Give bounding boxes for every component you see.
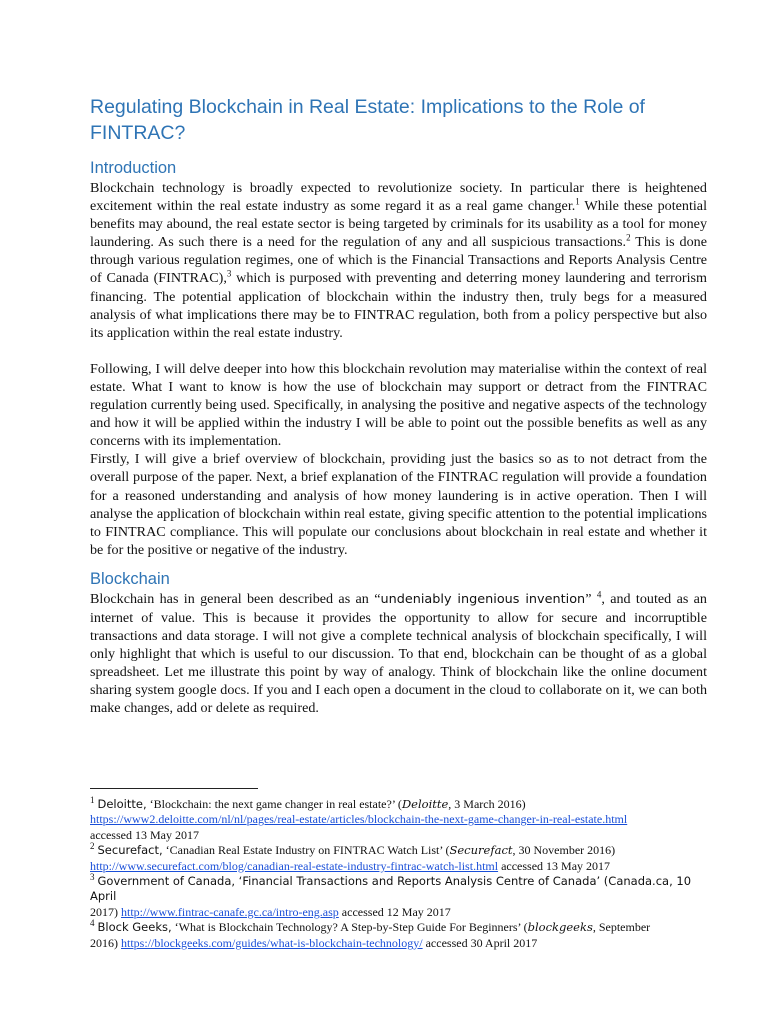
footnote-number: 3 <box>90 872 95 883</box>
footnote-author: Securefact, <box>97 843 163 858</box>
footnote-title: ‘Canadian Real Estate Industry on FINTRAC Watch List’ ( <box>162 843 450 858</box>
footnote-link[interactable]: http://www.securefact.com/blog/canadian-real-estate-industry-fintrac-watch-list.html <box>90 858 499 873</box>
footnote-title: ‘Blockchain: the next game changer in real estate?’ ( <box>146 797 402 811</box>
footnote-link[interactable]: https://blockgeeks.com/guides/what-is-blockchain-technology/ <box>121 935 423 950</box>
footnotes <box>90 788 707 951</box>
footnote-number: 1 <box>90 795 95 805</box>
footnote-author: Deloitte, <box>97 797 147 811</box>
footnote-title: ‘What is Blockchain Technology? A Step-by-Step Guide For Beginners’ ( <box>171 920 528 935</box>
text-run: , and touted as an internet of value. This is because it provides the opportunity to allow for secure and incorruptible transactions and data storage. I will not give a complete technical analysis of blockchain specifically, I will only highlight that which is useful to our discussion. To that end, blockchain can be thought of as a global spreadsheet. Let me illustrate this point by way of analogy. Think of blockchain like the online document sharing system google docs. If you and I each open a document in the cloud to collaborate on it, we can both make changes, add or delete as required. <box>90 590 707 717</box>
footnote-source: blockgeeks <box>527 920 593 935</box>
footnote-ref-3[interactable]: 3 <box>226 268 232 279</box>
footnote-ref-1[interactable]: 1 <box>575 196 580 207</box>
intro-paragraph-2: Following, I will delve deeper into how this blockchain revolution may materialise within the context of real estate. What I want to know is how the use of blockchain may support or detract from the FINTRAC regulation currently being used. Specifically, in analysing the positive and negative aspects of the technology and how it will be applied within the industry I will be able to point out the possible benefits as well as any concerns with its implementation. <box>90 360 707 450</box>
footnote-4 <box>90 920 707 951</box>
footnote-accessed: accessed 13 May 2017 <box>90 827 199 842</box>
text-run: which is purposed with preventing and deterring money laundering and terrorism financing. The potential application of blockchain within the industry then, truly begs for a measured analysis of what implications there may be to FINTRAC regulation, both from a policy perspective but also its application within the real estate industry. <box>90 270 707 341</box>
footnote-number: 2 <box>90 841 95 852</box>
footnote-date: , 30 November 2016) <box>512 843 616 858</box>
footnote-date: , 3 March 2016) <box>448 797 526 811</box>
footnote-link[interactable]: http://www.fintrac-canafe.gc.ca/intro-eng.asp <box>121 904 339 919</box>
document-title: Regulating Blockchain in Real Estate: Implications to the Role of FINTRAC? <box>90 96 645 144</box>
footnote-author: Block Geeks, <box>97 920 172 935</box>
footnote-date: 2017) <box>90 904 121 919</box>
footnote-1 <box>90 797 707 843</box>
blockchain-paragraph-1 <box>90 590 707 718</box>
text-run: ” <box>585 590 597 607</box>
section-heading-introduction: Introduction <box>90 159 177 177</box>
footnote-accessed: accessed 13 May 2017 <box>498 858 611 873</box>
footnote-2 <box>90 843 707 874</box>
footnote-source: Securefact <box>449 843 513 858</box>
footnote-ref-4[interactable]: 4 <box>596 589 602 600</box>
text-run: Blockchain has in general been described as an “ <box>90 590 381 607</box>
footnote-accessed: accessed 12 May 2017 <box>338 904 451 919</box>
quoted-phrase: undeniably ingenious invention <box>380 591 586 607</box>
footnote-source: Deloitte <box>401 797 449 811</box>
footnote-link[interactable]: https://www2.deloitte.com/nl/nl/pages/real-estate/articles/blockchain-the-next-game-changer-in-real-estate.html <box>90 812 628 827</box>
footnote-author: Government of Canada, ‘Financial Transactions and Reports Analysis Centre of Canada’ (Canada.ca, 10 April <box>90 874 692 904</box>
text-run: This is done through various regulation regimes, one of which is the Financial Transactions and Reports Analysis Centre of Canada (FINTRAC), <box>90 234 707 287</box>
intro-paragraph-3: Firstly, I will give a brief overview of blockchain, providing just the basics so as to not detract from the overall purpose of the paper. Next, a brief explanation of the FINTRAC regulation will provide a foundation for a reasoned understanding and analysis of how money laundering is in active operation. Then I will analyse the application of blockchain within real estate, giving specific attention to the potential implications to FINTRAC compliance. This will populate our conclusions about blockchain in real estate and whether it be for the positive or negative of the industry. <box>90 451 707 558</box>
footnote-date: , September <box>592 920 651 935</box>
footnote-3 <box>90 874 707 920</box>
text-run: While these potential benefits may abound, the real estate sector is being targeted by criminals for its usability as a tool for money laundering. As such there is a need for the regulation of any and all suspicious transactions. <box>90 198 707 251</box>
text-run: Blockchain technology is broadly expected to revolutionize society. In particular there is heightened excitement within the real estate industry as some regard it as a real game changer. <box>90 180 707 215</box>
section-heading-blockchain: Blockchain <box>90 569 170 588</box>
footnote-date: 2016) <box>90 935 121 950</box>
document-body <box>90 94 707 718</box>
intro-paragraph-1 <box>90 179 707 342</box>
footnote-ref-2[interactable]: 2 <box>626 232 631 243</box>
footnote-accessed: accessed 30 April 2017 <box>422 935 538 950</box>
footnote-separator <box>90 788 258 789</box>
footnote-number: 4 <box>90 918 95 929</box>
